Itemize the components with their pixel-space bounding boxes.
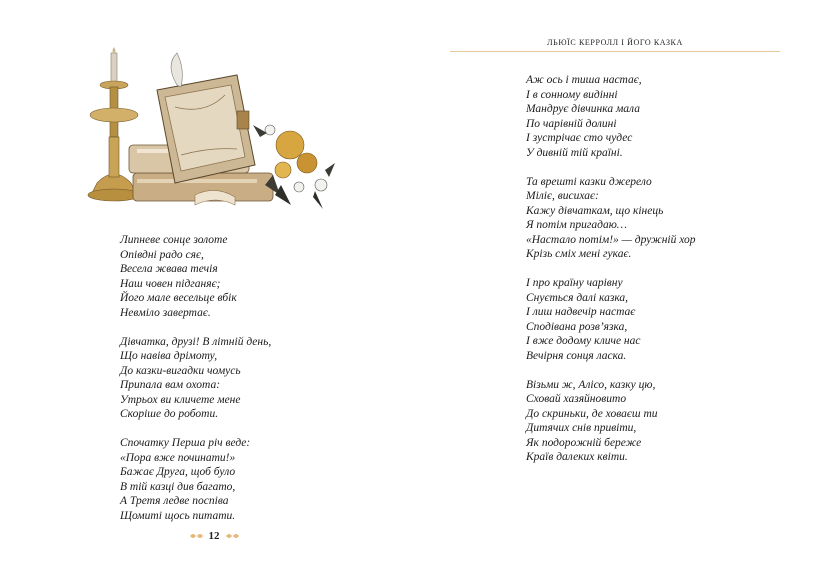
verse-line: До скриньки, де ховаєш ти: [526, 407, 658, 420]
verse-line: Мандрує дівчинка мала: [526, 103, 640, 115]
verse-line: Сподівана розв’язка,: [526, 320, 628, 333]
verse-line: Та врешті казки джерело: [526, 175, 652, 188]
stanza: [120, 436, 410, 523]
verse-line: Невміло завертає.: [120, 306, 211, 319]
poem-left-page: [120, 233, 410, 538]
folio-ornament-right-icon: [224, 532, 240, 540]
verse-line: Крізь сміх мені гукає.: [526, 248, 632, 260]
verse-line: І зустрічає сто чудес: [526, 132, 633, 144]
verse-line: Вечірня сонця ласка.: [526, 349, 627, 362]
verse-line: По чарівній долині: [526, 117, 617, 130]
verse-line: Дитячих снів привіти,: [526, 422, 637, 434]
header-rule: [450, 51, 780, 52]
verse-line: У дивній тій країні.: [526, 146, 623, 159]
verse-line: Щомиті щось питати.: [120, 509, 236, 522]
page-number: [184, 528, 244, 544]
stanza: [526, 378, 786, 465]
verse-line: «Настало потім!» — дружній хор: [526, 233, 696, 246]
folio-ornament-left-icon: [189, 532, 205, 540]
verse-line: Що навіва дрімоту,: [120, 350, 218, 362]
verse-line: Кажу дівчаткам, що кінець: [526, 204, 664, 217]
page-number-text: 12: [208, 530, 220, 542]
verse-line: Я потім пригадаю…: [526, 219, 628, 231]
verse-line: Бажає Друга, щоб було: [120, 466, 236, 478]
verse-line: Скоріше до роботи.: [120, 408, 219, 420]
verse-line: Аж ось і тиша настає,: [526, 74, 642, 86]
verse-line: Весела жвава течія: [120, 263, 218, 275]
verse-line: Опівдні радо сяє,: [120, 248, 204, 261]
verse-line: Липневе сонце золоте: [120, 234, 228, 246]
verse-line: Снується далі казка,: [526, 291, 629, 304]
verse-line: В тій казці див багато,: [120, 480, 236, 493]
verse-line: Дівчатка, друзі! В літній день,: [120, 335, 272, 348]
verse-line: А Третя ледве поспіва: [120, 495, 229, 507]
stanza: [526, 276, 786, 363]
verse-line: Утрьох ви кличете мене: [120, 393, 241, 406]
verse-line: Припала вам охота:: [120, 379, 221, 391]
verse-line: Спочатку Перша річ веде:: [120, 437, 251, 449]
verse-line: Візьми ж, Алісо, казку цю,: [526, 378, 656, 391]
verse-line: «Пора вже починати!»: [120, 451, 236, 464]
verse-line: Країв далеких квіти.: [526, 451, 628, 463]
book-candle-illustration: [85, 45, 347, 215]
verse-line: Наш човен підганяє;: [120, 277, 221, 290]
stanza: [120, 335, 410, 422]
verse-line: Сховай хазяйновито: [526, 393, 627, 405]
stanza: [526, 73, 786, 160]
verse-line: Його мале весельце вбік: [120, 292, 237, 304]
verse-line: І вже додому кличе нас: [526, 335, 641, 347]
stanza: [120, 233, 410, 320]
verse-line: І про країну чарівну: [526, 277, 623, 289]
verse-line: Як подорожній береже: [526, 436, 642, 449]
poem-right-page: [526, 73, 786, 479]
verse-line: До казки-вигадки чомусь: [120, 364, 241, 377]
verse-line: І в сонному видінні: [526, 88, 618, 101]
stanza: [526, 175, 786, 262]
running-head: ЛЬЮЇС КЕРРОЛЛ І ЙОГО КАЗКА: [547, 38, 683, 47]
verse-line: І лиш надвечір настає: [526, 306, 636, 318]
verse-line: Міліє, висихає:: [526, 190, 599, 202]
